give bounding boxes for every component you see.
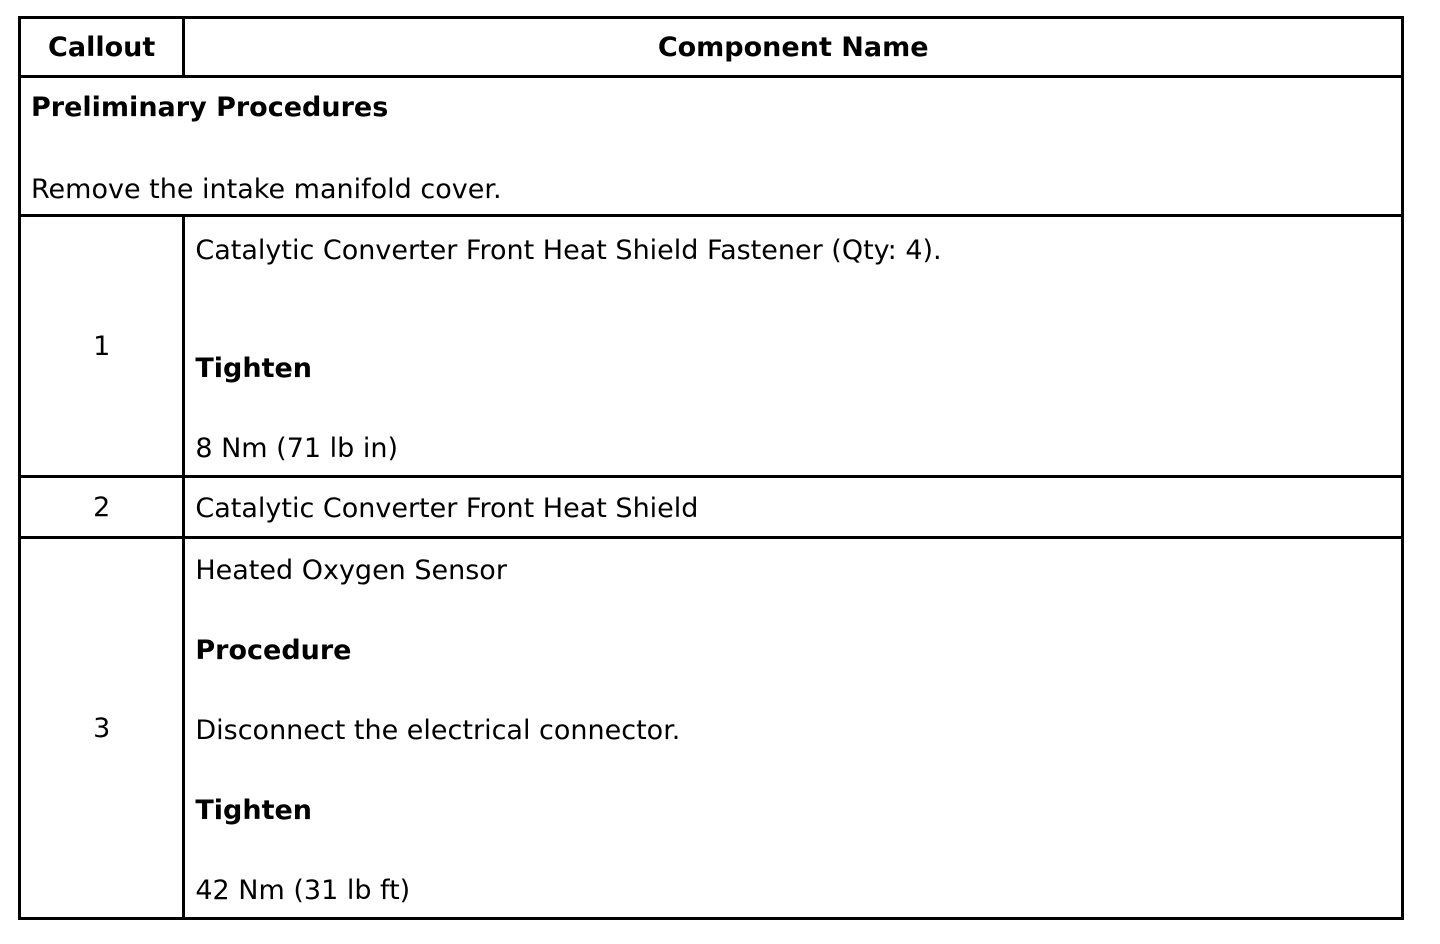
callout-cell: 2 bbox=[20, 477, 184, 538]
component-name: Heated Oxygen Sensor bbox=[195, 555, 507, 586]
header-component-name: Component Name bbox=[184, 18, 1403, 77]
procedure-text: Disconnect the electrical connector. bbox=[195, 715, 681, 746]
callout-cell: 1 bbox=[20, 216, 184, 477]
component-name: Catalytic Converter Front Heat Shield Fastener (Qty: 4). bbox=[195, 235, 942, 266]
component-cell bbox=[184, 216, 1403, 477]
component-cell bbox=[184, 477, 1403, 538]
callout-cell: 3 bbox=[20, 538, 184, 919]
table-row bbox=[20, 216, 1403, 477]
component-table bbox=[18, 16, 1404, 920]
tighten-value: 8 Nm (71 lb in) bbox=[195, 433, 399, 464]
table-header-row bbox=[20, 18, 1403, 77]
preliminary-text: Remove the intake manifold cover. bbox=[31, 174, 502, 205]
tighten-label: Tighten bbox=[195, 353, 313, 384]
tighten-label: Tighten bbox=[195, 795, 313, 826]
preliminary-cell bbox=[20, 77, 1403, 216]
component-cell bbox=[184, 538, 1403, 919]
header-callout: Callout bbox=[20, 18, 184, 77]
component-name: Catalytic Converter Front Heat Shield bbox=[195, 493, 699, 524]
preliminary-title: Preliminary Procedures bbox=[31, 92, 389, 123]
tighten-value: 42 Nm (31 lb ft) bbox=[195, 875, 411, 906]
preliminary-row bbox=[20, 77, 1403, 216]
procedure-label: Procedure bbox=[195, 635, 352, 666]
table-row bbox=[20, 538, 1403, 919]
table-row bbox=[20, 477, 1403, 538]
